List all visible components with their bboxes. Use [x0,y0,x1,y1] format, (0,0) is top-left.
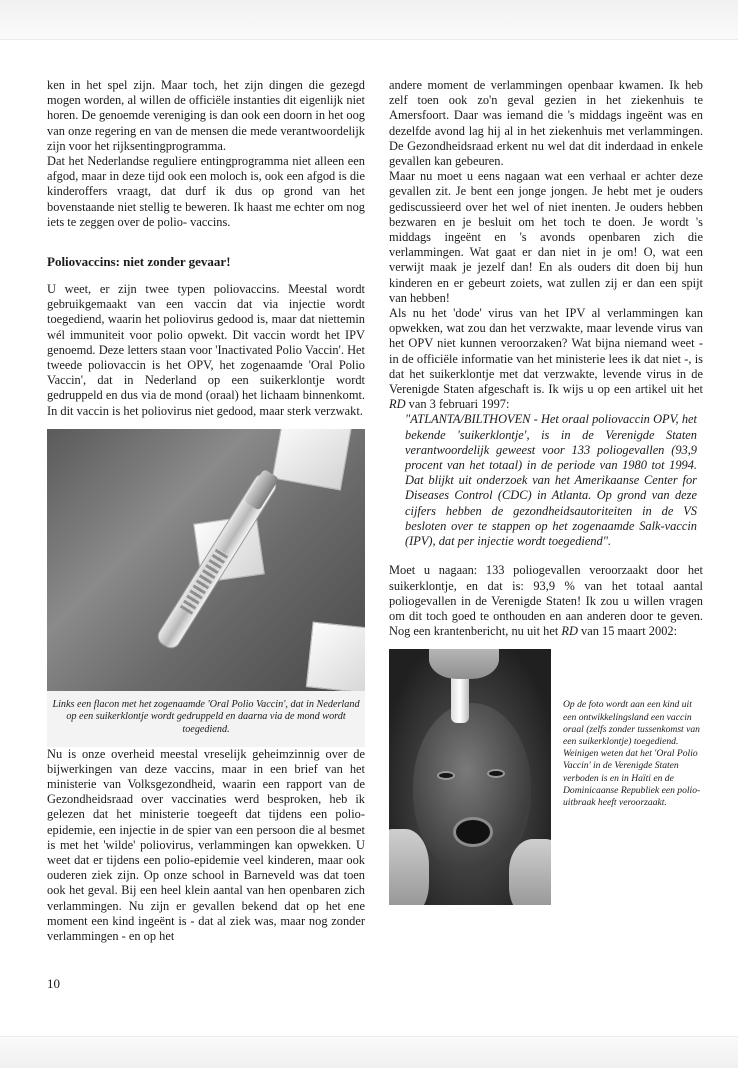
scan-top-margin [0,0,738,40]
government-paragraph: Nu is onze overheid meestal vreselijk geheimzinnig over de bijwerkingen van deze vaccins, maar in een brief van het ministerie van Volksgezondheid, waarin een rapport van de Gezondheidsraad over vaccinaties werd besproken, heb ik gelezen dat het ministerie toegeeft dat tijdens een polio-epidemie, een injectie in de spier van een persoon die al besmet is met het 'wilde' poliovirus, verlammingen kan opwekken. U weet dat er tijdens een polio-epidemie veel kinderen, maar ook ouderen ziek zijn. Op onze school in Barneveld was dat toen ook het geval. Bij een heel klein aantal van hen openbaren zich verlammingen. Nu zijn er gevallen bekend dat op het ene moment een kind ingeënt is - dat al ziek was, maar nog zonder verlammingen - en op het [47,746,365,944]
vaccine-types-paragraph: U weet, er zijn twee typen poliovaccins. Meestal wordt gebruikgemaakt van een vaccin dat via injectie wordt toegediend, waarin het poliovirus gedood is, maar dat niettemin wél immuniteit voor polio opwekt. Dit vaccin wordt het IPV genoemd. Deze letters staan voor 'Inactivated Polio Vaccin'. Het tweede poliovaccin is het OPV, het zogenaamde 'Oral Polio Vaccin', dat in Nederland op een suikerklontje wordt gedruppeld en dus via de mond (oraal) het lichaam binnenkomt. In dit vaccin is het poliovirus niet gedood, maar sterk verzwakt. [47,282,365,418]
sugar-cube-shape [272,429,352,491]
eye-shape [487,769,505,778]
vial-label-shape [180,548,229,615]
opv-text-end: van 3 februari 1997: [405,397,510,412]
intro-line: rijksentingprogramma. [112,138,226,153]
intro-line: Ik haast me echter om nog iets te zeggen over de polio- [47,199,365,229]
intro-line: dan ook een doorn in het oog van onze regering en van [47,108,365,138]
intro-line: vaccins. [190,214,231,229]
hospital-paragraph: andere moment de verlammingen openbaar kwamen. Ik heb zelf toen ook zo'n geval gezien in het ziekenhuis te Amersfoort. Daar was iemand die 's middags ingeënt was en dezelfde avond lag hij al in het ziekenhuis met verlammingen. De Gezondheidsraad erkent nu wel dat dit inderdaad in enkele gevallen kan gebeuren. [389,78,703,169]
opv-text: Als nu het 'dode' virus van het IPV al verlammingen kan opwekken, wat zou dan het verzwakte, maar levende virus van het OPV niet kunnen veroorzaken? Wat bijna niemand weet - in de officiële informatie van het ministerie lees ik dat niet -, is dat het suikerklontje met dat verzwakte, levende virus in de Verenigde Staten afgeschaft is. Ik wijs u op een artikel uit het [389,306,703,397]
statistics-text: Moet u nagaan: 133 poliogevallen veroorzaakt door het suikerklontje, en dat is: 93,9 % van het totaal aantal poliogevallen in de Verenigde Staten! Ik zou u willen vragen om dit toch goed te onthouden en aan anderen door te geven. Nog een krantenbericht, nu uit het [389,563,703,639]
page-number: 10 [47,976,60,991]
intro-paragraph [47,78,365,230]
photo-caption: Links een flacon met het zogenaamde 'Oral Polio Vaccin', dat in Nederland op een suikerklontje wordt gedruppeld en daarna via de mond wordt toegediend. [47,691,365,747]
hand-shape [389,829,429,905]
story-paragraph: Maar nu moet u eens nagaan wat een verhaal er achter deze gevallen zit. Je bent een jonge jongen. Je hebt met je ouders gediscussieerd over het wel of niet inenten. Je ouders hebben bezwaren en je besluit om het toch te doen. Je wordt 's middags ingeënt en 's avonds openbaren zich die verlammingen. Wat gaat er dan niet in je om! O, wat een verwijt maak je jezelf dan! En als ouders dit doen bij hun kinderen en er gebeurt zoiets, wat zullen zij er dan een spijt van hebben! [389,169,703,305]
child-figure [389,649,703,905]
child-vaccination-photo [389,649,551,905]
intro-line: ken in het spel zijn. Maar toch, het zijn dingen die [47,78,324,92]
intro-line: Dat het Nederlandse reguliere entingprogramma niet [47,154,311,169]
source-name: RD [389,397,406,412]
intro-line: dit eigenlijk niet horen. De genoemde vereniging is [47,93,365,123]
statistics-paragraph [389,563,703,639]
eye-shape [437,771,455,780]
intro-line: alleen een afgod, maar in deze tijd ook een moloch is, [47,154,365,184]
opv-paragraph [389,306,703,412]
sugar-cube-shape [306,621,365,690]
hand-shape [509,839,551,905]
photo-caption: Op de foto wordt aan een kind uit een ontwikkelingsland een vaccin oraal (zelfs zonder tussenkomst van een suikerklontje) toegediend. Weinigen weten dat het 'Oral Polio Vaccin' in de Verenigde Staten verboden is en in Haïti en de Dominicaanse Republiek een polio-uitbraak heeft veroorzaakt. [563,699,701,808]
intro-line: ook een afgod is die kinderoffers vraagt, dat durf ik dus [47,169,365,199]
newspaper-quote: "ATLANTA/BILTHOVEN - Het oraal poliovaccin OPV, het bekende 'suikerklontje', is in de Verenigde Staten verantwoordelijk geweest voor 133 poliogevallen (93,9 procent van het totaal) in de periode van 1980 tot 1994. Dat blijkt uit onderzoek van het Amerikaanse Center for Diseases Control (CDC) in Atlanta. Op grond van deze cijfers hebben de gezondheidsautoriteiten in de VS besloten over te stappen op het zogenaamde Salk-vaccin (IPV), dat per injectie wordt toegediend". [405,412,697,549]
child-face-shape [413,703,531,871]
hand-shape [429,649,499,679]
mouth-shape [453,817,493,847]
left-column [47,78,365,944]
vaccine-vial-photo [47,429,365,691]
scan-bottom-margin [0,1036,738,1068]
section-heading: Poliovaccins: niet zonder gevaar! [47,254,231,270]
source-name: RD [561,624,578,639]
statistics-text-end: van 15 maart 2002: [577,624,678,639]
vial-cap-shape [244,469,279,511]
intro-line: gezegd mogen worden, al willen de officiële instanties [47,78,365,108]
intro-line: op grond van het bovenstaande niet stellig te beweren. [47,184,365,214]
right-column [389,78,703,905]
intro-line: de mensen die mede verantwoordelijk zijn voor het [47,123,366,153]
